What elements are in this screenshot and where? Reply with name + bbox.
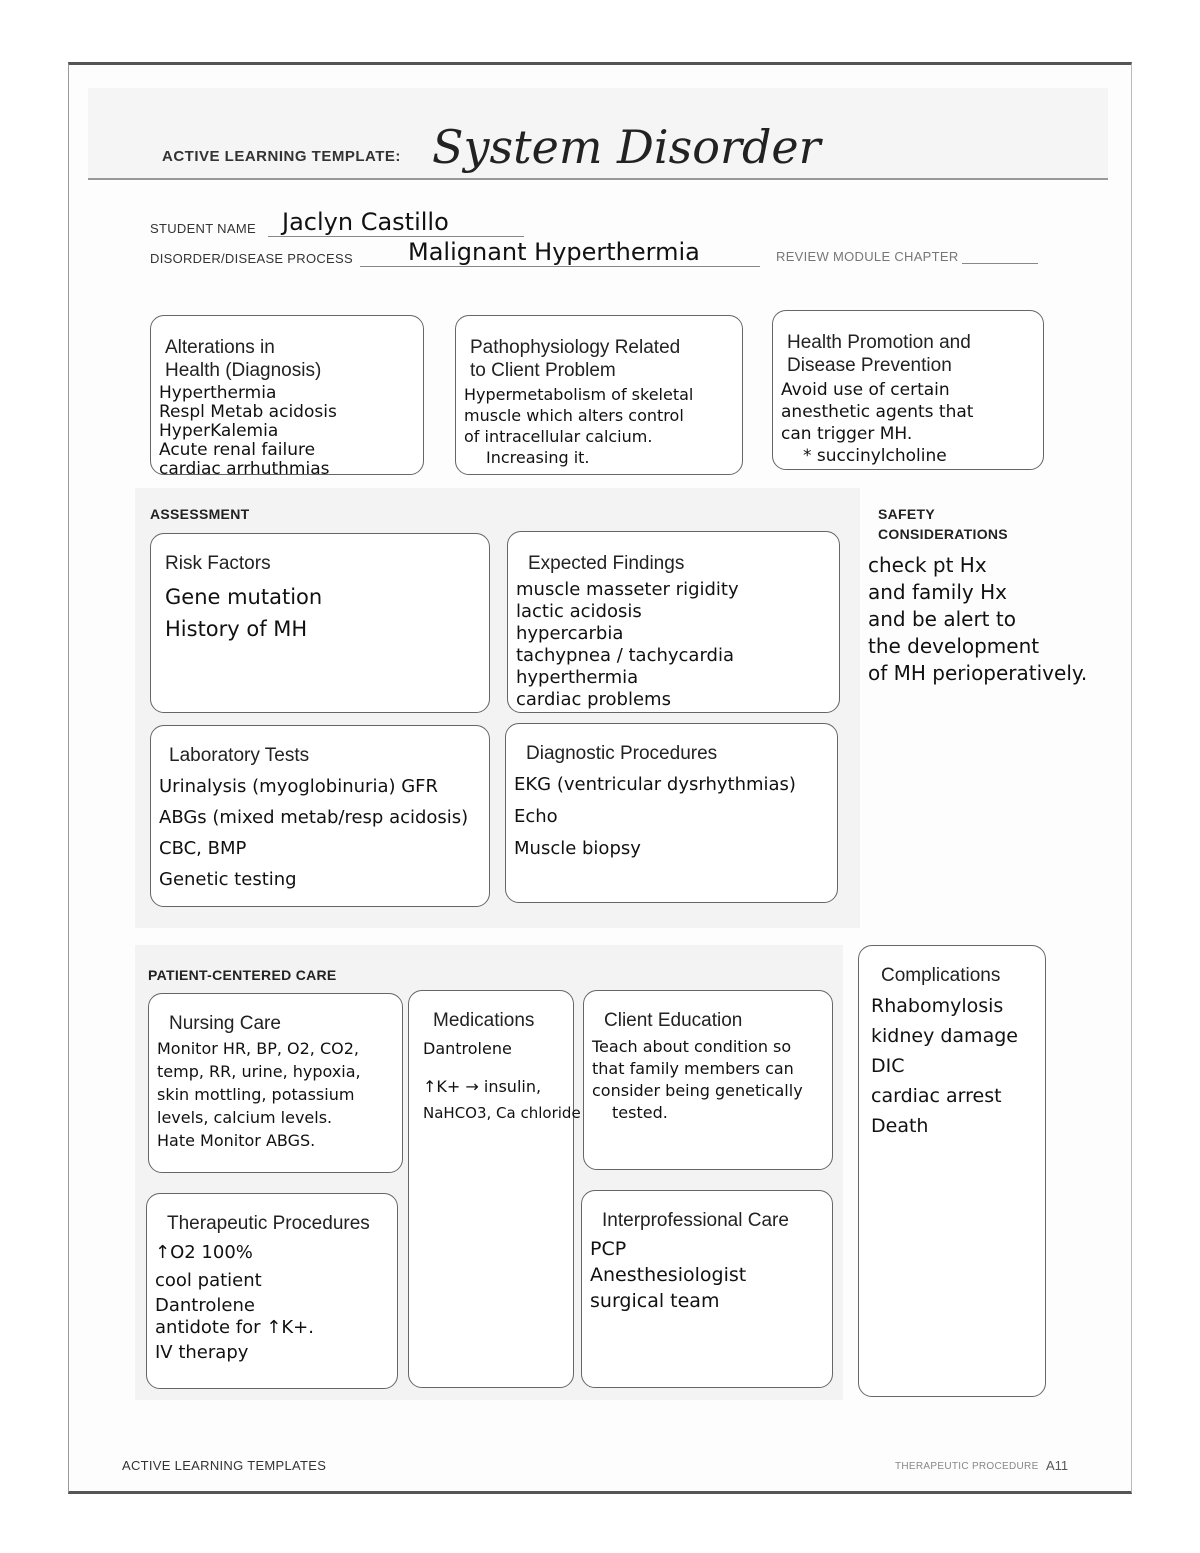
laboratory-tests-content (151, 767, 489, 897)
pathophysiology-line: muscle which alters control (464, 406, 684, 425)
expected-finding-line: hyperthermia (516, 667, 639, 688)
complication-line: DIC (871, 1055, 905, 1077)
review-module-underline (962, 263, 1038, 264)
patient-centered-care-label: PATIENT-CENTERED CARE (148, 967, 337, 983)
expected-findings-content (508, 575, 839, 713)
complication-line: Rhabomylosis (871, 995, 1004, 1017)
pathophysiology-line: of intracellular calcium. (464, 427, 653, 446)
expected-findings-box (507, 531, 840, 713)
student-name-underline (268, 236, 524, 237)
pathophysiology-title (456, 316, 742, 382)
safety-line: and family Hx (868, 580, 1007, 604)
interprofessional-care-content (582, 1232, 832, 1316)
disorder-underline (360, 266, 760, 267)
alterations-line: Acute renal failure (159, 440, 316, 460)
nursing-care-line: skin mottling, potassium (157, 1085, 355, 1104)
footer-right-label: THERAPEUTIC PROCEDURE (895, 1461, 1039, 1472)
therapeutic-procedures-content (147, 1235, 397, 1369)
safety-line: the development (868, 634, 1040, 658)
safety-label (878, 504, 1008, 544)
safety-content (868, 552, 1087, 687)
health-promotion-title-line-2: Disease Prevention (787, 355, 952, 376)
therapeutic-line: IV therapy (155, 1342, 249, 1363)
health-promotion-line: anesthetic agents that (781, 402, 974, 422)
complication-line: Death (871, 1115, 929, 1137)
diagnostic-procedures-box (505, 723, 838, 903)
pathophysiology-line: Hypermetabolism of skeletal (464, 385, 694, 404)
expected-finding-line: tachypnea / tachycardia (516, 645, 735, 666)
interprofessional-care-title: Interprofessional Care (602, 1210, 789, 1231)
safety-label-line-2: CONSIDERATIONS (878, 526, 1008, 542)
safety-line: check pt Hx (868, 553, 987, 577)
client-education-box (583, 990, 833, 1170)
client-education-line: tested. (612, 1103, 668, 1122)
client-education-line: that family members can (592, 1059, 794, 1078)
health-promotion-line: Avoid use of certain (781, 380, 950, 400)
nursing-care-line: Hate Monitor ABGS. (157, 1131, 316, 1150)
alterations-line: HyperKalemia (159, 421, 279, 441)
nursing-care-box (148, 993, 403, 1173)
laboratory-tests-title: Laboratory Tests (169, 745, 310, 766)
medication-line: ↑K+ → insulin, (423, 1077, 542, 1096)
health-promotion-title (773, 311, 1043, 377)
lab-test-line: CBC, BMP (159, 838, 247, 859)
diagnostic-line: Muscle biopsy (514, 838, 641, 859)
medication-line (423, 1062, 565, 1074)
therapeutic-line: cool patient (155, 1270, 262, 1291)
lab-test-line: Genetic testing (159, 869, 297, 890)
risk-factor-line: History of MH (165, 617, 308, 641)
safety-line: and be alert to (868, 607, 1016, 631)
expected-finding-line: muscle masseter rigidity (516, 579, 739, 600)
template-label: ACTIVE LEARNING TEMPLATE: (162, 148, 401, 165)
assessment-section-label: ASSESSMENT (150, 506, 250, 522)
alterations-title-line-1: Alterations in (165, 337, 275, 358)
interprofessional-line: surgical team (590, 1290, 720, 1312)
health-promotion-line: * succinylcholine (803, 446, 947, 466)
risk-factors-content (151, 575, 489, 647)
pathophysiology-line: Increasing it. (486, 448, 590, 467)
therapeutic-procedures-box (146, 1193, 398, 1389)
health-promotion-content (773, 377, 1043, 469)
safety-line: of MH perioperatively. (868, 661, 1088, 685)
pathophysiology-title-line-2: to Client Problem (470, 360, 616, 381)
student-name-label: STUDENT NAME (150, 221, 256, 236)
nursing-care-title: Nursing Care (169, 1013, 281, 1034)
disorder-label: DISORDER/DISEASE PROCESS (150, 251, 353, 266)
title-divider (88, 178, 1108, 180)
alterations-line: cardiac arrhuthmias (159, 459, 330, 479)
page-title: System Disorder (432, 120, 821, 174)
diagnostic-procedures-title: Diagnostic Procedures (526, 743, 718, 764)
lab-test-line: Urinalysis (myoglobinuria) GFR (159, 776, 439, 797)
diagnostic-line: Echo (514, 806, 558, 827)
health-promotion-box (772, 310, 1044, 470)
alterations-title-line-2: Health (Diagnosis) (165, 360, 322, 381)
diagnostic-line: EKG (ventricular dysrhythmias) (514, 774, 796, 795)
complication-line: kidney damage (871, 1025, 1018, 1047)
interprofessional-line: Anesthesiologist (590, 1264, 747, 1286)
laboratory-tests-box (150, 725, 490, 907)
therapeutic-line: Dantrolene (155, 1295, 255, 1316)
pathophysiology-content (456, 382, 742, 470)
risk-factor-line: Gene mutation (165, 585, 323, 609)
alterations-box (150, 315, 424, 479)
client-education-title: Client Education (604, 1010, 743, 1031)
disorder-value: Malignant Hyperthermia (408, 238, 700, 266)
medication-line: NaHCO3, Ca chloride (423, 1104, 581, 1122)
risk-factors-title: Risk Factors (165, 553, 271, 574)
expected-finding-line: cardiac problems (516, 689, 671, 710)
lab-test-line: ABGs (mixed metab/resp acidosis) (159, 807, 469, 828)
medications-box (408, 990, 581, 1388)
medications-content (409, 1032, 581, 1128)
pathophysiology-box (455, 315, 743, 475)
health-promotion-line: can trigger MH. (781, 424, 913, 444)
footer-left-label: ACTIVE LEARNING TEMPLATES (122, 1458, 327, 1473)
client-education-line: Teach about condition so (592, 1037, 792, 1056)
nursing-care-content (149, 1035, 402, 1154)
client-education-content (584, 1032, 832, 1126)
alterations-title (151, 316, 423, 382)
complications-box (858, 945, 1046, 1397)
alterations-line: Respl Metab acidosis (159, 402, 337, 422)
pathophysiology-title-line-1: Pathophysiology Related (470, 337, 681, 358)
complication-line: cardiac arrest (871, 1085, 1002, 1107)
safety-label-line-1: SAFETY (878, 506, 936, 522)
page-number: A11 (1046, 1458, 1069, 1473)
interprofessional-care-box (581, 1190, 833, 1388)
complications-content (859, 987, 1045, 1143)
nursing-care-line: levels, calcium levels. (157, 1108, 333, 1127)
medication-line: Dantrolene (423, 1039, 512, 1058)
expected-findings-title: Expected Findings (528, 553, 685, 574)
interprofessional-line: PCP (590, 1238, 627, 1260)
student-name-value: Jaclyn Castillo (282, 208, 449, 236)
nursing-care-line: temp, RR, urine, hypoxia, (157, 1062, 361, 1081)
medications-title: Medications (433, 1010, 535, 1031)
diagnostic-procedures-content (506, 765, 837, 867)
therapeutic-procedures-title: Therapeutic Procedures (167, 1213, 370, 1234)
expected-finding-line: hypercarbia (516, 623, 624, 644)
health-promotion-title-line-1: Health Promotion and (787, 332, 971, 353)
nursing-care-line: Monitor HR, BP, O2, CO2, (157, 1039, 359, 1058)
therapeutic-line: ↑O2 100% (155, 1242, 253, 1263)
alterations-content (151, 382, 423, 481)
therapeutic-line: antidote for ↑K+. (155, 1317, 314, 1338)
complications-title: Complications (881, 965, 1001, 986)
client-education-line: consider being genetically (592, 1081, 803, 1100)
alterations-line: Hyperthermia (159, 383, 277, 403)
expected-finding-line: lactic acidosis (516, 601, 642, 622)
review-module-label: REVIEW MODULE CHAPTER (776, 249, 959, 264)
risk-factors-box (150, 533, 490, 713)
